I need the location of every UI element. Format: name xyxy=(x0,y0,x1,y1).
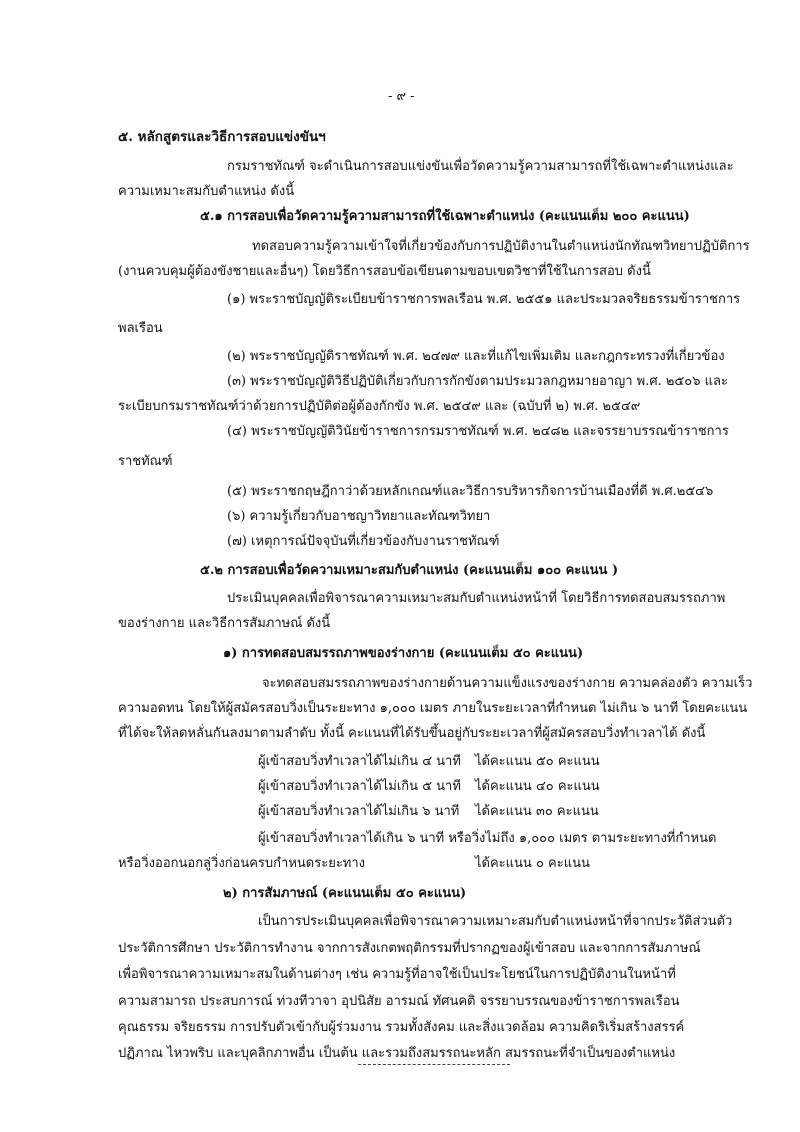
exam-subject-4-cont: ราชทัณฑ์ xyxy=(118,454,173,469)
score-condition-last-cont: หรือวิ่งออกนอกลู่วิ่งก่อนครบกำหนดระยะทาง xyxy=(118,856,366,871)
interview-heading: ๒) การสัมภาษณ์ (คะแนนเต็ม ๕๐ คะแนน) xyxy=(223,886,467,901)
section-5-2-heading: ๕.๒ การสอบเพื่อวัดความเหมาะสมกับตำแหน่ง (คะแนนเต็ม ๑๐๐ คะแนน ) xyxy=(200,563,619,578)
interview-para-line: เป็นการประเมินบุคคลเพื่อพิจารณาความเหมาะสมกับตำแหน่งหน้าที่จากประวัติส่วนตัว xyxy=(258,914,733,929)
interview-para-line: เพื่อพิจารณาความเหมาะสมในด้านต่างๆ เช่น ความรู้ที่อาจใช้เป็นประโยชน์ในการปฏิบัติงานในหน้าที่ xyxy=(118,967,676,982)
exam-subject-5: (๕) พระราชกฤษฎีกาว่าด้วยหลักเกณฑ์และวิธีการบริหารกิจการบ้านเมืองที่ดี พ.ศ.๒๕๔๖ xyxy=(227,484,714,499)
fitness-test-para-line-3: ที่ได้จะให้ลดหลั่นกันลงมาตามลำดับ ทั้งนี้ คะแนนที่ได้รับขึ้นอยู่กับระยะเวลาที่ผู้สมัครสอบวิ่งทำเวลาได้ ดังนี้ xyxy=(118,726,706,741)
score-condition: ผู้เข้าสอบวิ่งทำเวลาได้ไม่เกิน ๕ นาที xyxy=(258,779,461,794)
interview-para-line: ความสามารถ ประสบการณ์ ท่วงทีวาจา อุปนิสัย อารมณ์ ทัศนคติ จรรยาบรรณของข้าราชการพลเรือน xyxy=(118,994,680,1009)
exam-subject-6: (๖) ความรู้เกี่ยวกับอาชญาวิทยาและทัณฑวิทยา xyxy=(227,509,491,524)
page-number: - ๙ - xyxy=(388,89,415,104)
section-5-2-desc-line-1: ประเมินบุคคลเพื่อพิจารณาความเหมาะสมกับตำแหน่งหน้าที่ โดยวิธีการทดสอบสมรรถภาพ xyxy=(227,591,726,606)
score-value: ได้คะแนน ๔๐ คะแนน xyxy=(475,779,600,794)
end-divider xyxy=(358,1064,510,1065)
exam-subject-3: (๓) พระราชบัญญัติวิธีปฏิบัติเกี่ยวกับการกักขังตามประมวลกฎหมายอาญา พ.ศ. ๒๕๐๖ และ xyxy=(227,374,728,389)
interview-para-line: คุณธรรม จริยธรรม การปรับตัวเข้ากับผู้ร่วมงาน รวมทั้งสังคม และสิ่งแวดล้อม ความคิดริเริ่มสร้างสรรค์ xyxy=(118,1020,685,1035)
score-condition: ผู้เข้าสอบวิ่งทำเวลาได้ไม่เกิน ๔ นาที xyxy=(258,754,461,769)
fitness-test-para-line-2: ความอดทน โดยให้ผู้สมัครสอบวิ่งเป็นระยะทาง ๑,๐๐๐ เมตร ภายในระยะเวลาที่กำหนด ไม่เกิน ๖ นาที โดยคะแนน xyxy=(118,701,748,716)
section-5-intro-line-1: กรมราชทัณฑ์ จะดำเนินการสอบแข่งขันเพื่อวัดความรู้ความสามารถที่ใช้เฉพาะตำแหน่งและ xyxy=(227,159,734,174)
exam-subject-1: (๑) พระราชบัญญัติระเบียบข้าราชการพลเรือน พ.ศ. ๒๕๕๑ และประมวลจริยธรรมข้าราชการ xyxy=(227,292,741,307)
score-condition: ผู้เข้าสอบวิ่งทำเวลาได้ไม่เกิน ๖ นาที xyxy=(258,804,460,819)
interview-para-line: ประวัติการศึกษา ประวัติการทำงาน จากการสังเกตพฤติกรรมที่ปรากฏของผู้เข้าสอบ และจากการสัมภาษณ์ xyxy=(118,941,701,956)
score-value-last: ได้คะแนน ๐ คะแนน xyxy=(475,856,590,871)
section-5-intro-line-2: ความเหมาะสมกับตำแหน่ง ดังนี้ xyxy=(118,184,295,199)
section-5-1-desc-line-2: (งานควบคุมผู้ต้องขังชายและอื่นๆ) โดยวิธีการสอบข้อเขียนตามขอบเขตวิชาที่ใช้ในการสอบ ดังนี้ xyxy=(118,264,651,279)
exam-subject-3-cont: ระเบียบกรมราชทัณฑ์ว่าด้วยการปฏิบัติต่อผู้ต้องกักขัง พ.ศ. ๒๕๔๙ และ (ฉบับที่ ๒) พ.ศ. ๒๕๔๙ xyxy=(118,399,641,414)
exam-subject-4: (๔) พระราชบัญญัติวินัยข้าราชการกรมราชทัณฑ์ พ.ศ. ๒๔๘๒ และจรรยาบรรณข้าราชการ xyxy=(227,424,729,439)
score-value: ได้คะแนน ๕๐ คะแนน xyxy=(475,754,600,769)
score-condition-last: ผู้เข้าสอบวิ่งทำเวลาได้เกิน ๖ นาที หรือวิ่งไม่ถึง ๑,๐๐๐ เมตร ตามระยะทางที่กำหนด xyxy=(258,831,717,846)
fitness-test-heading: ๑) การทดสอบสมรรถภาพของร่างกาย (คะแนนเต็ม ๕๐ คะแนน) xyxy=(223,646,584,661)
fitness-test-para-line-1: จะทดสอบสมรรถภาพของร่างกายด้านความแข็งแรงของร่างกาย ความคล่องตัว ความเร็ว xyxy=(262,676,753,691)
section-5-1-heading: ๕.๑ การสอบเพื่อวัดความรู้ความสามารถที่ใช้เฉพาะตำแหน่ง (คะแนนเต็ม ๒๐๐ คะแนน) xyxy=(200,209,690,224)
exam-subject-7: (๗) เหตุการณ์ปัจจุบันที่เกี่ยวข้องกับงานราชทัณฑ์ xyxy=(227,534,500,549)
exam-subject-2: (๒) พระราชบัญญัติราชทัณฑ์ พ.ศ. ๒๔๗๙ และที่แก้ไขเพิ่มเติม และกฎกระทรวงที่เกี่ยวข้อง xyxy=(227,349,725,364)
section-5-heading: ๕. หลักสูตรและวิธีการสอบแข่งขันฯ xyxy=(118,129,326,145)
exam-subject-1-cont: พลเรือน xyxy=(118,321,163,336)
score-value: ได้คะแนน ๓๐ คะแนน xyxy=(475,804,599,819)
section-5-2-desc-line-2: ของร่างกาย และวิธีการสัมภาษณ์ ดังนี้ xyxy=(118,616,331,631)
interview-para-line: ปฏิภาณ ไหวพริบ และบุคลิกภาพอื่น เป็นต้น และรวมถึงสมรรถนะหลัก สมรรถนะที่จำเป็นของตำแหน่ง xyxy=(118,1046,676,1061)
section-5-1-desc-line-1: ทดสอบความรู้ความเข้าใจที่เกี่ยวข้องกับการปฏิบัติงานในตำแหน่งนักทัณฑวิทยาปฏิบัติการ xyxy=(252,239,750,254)
